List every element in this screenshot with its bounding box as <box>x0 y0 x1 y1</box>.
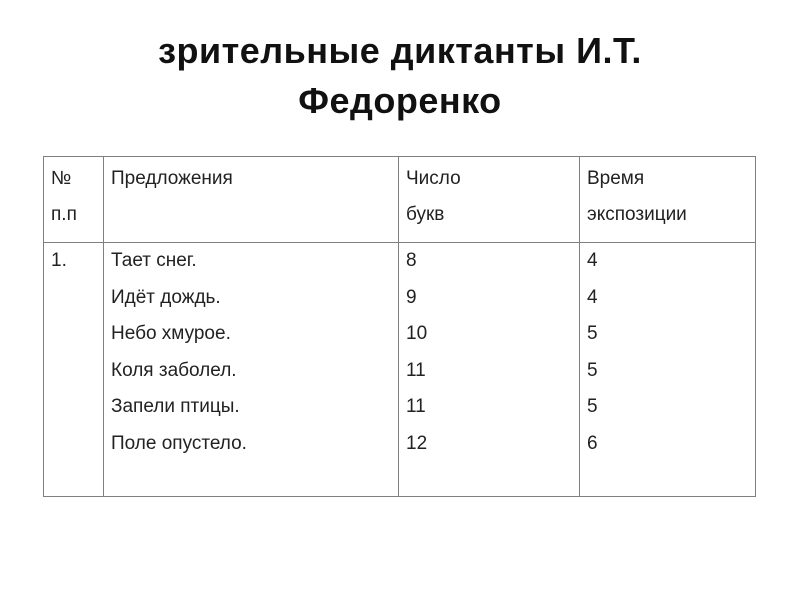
sentence: Тает снег. <box>111 250 197 271</box>
exposure-time: 5 <box>587 396 598 417</box>
exposure-time: 5 <box>587 359 598 381</box>
exposure-time: 4 <box>587 286 598 308</box>
sentence: Небо хмурое. <box>111 323 231 344</box>
header-cell-number <box>44 157 104 243</box>
exposure-time: 6 <box>587 432 598 454</box>
header-cell-letter-count <box>399 157 580 243</box>
header-text: № <box>51 168 72 189</box>
letter-count: 11 <box>406 396 426 417</box>
letter-count: 11 <box>406 359 426 381</box>
header-cell-exposure-time <box>580 157 756 243</box>
header-text: букв <box>406 204 445 225</box>
sentences-cell <box>104 243 399 497</box>
letter-count: 9 <box>406 286 417 308</box>
letter-count: 12 <box>406 432 428 454</box>
page-title <box>0 26 800 126</box>
page-title-line-2: Федоренко <box>298 80 502 121</box>
row-number: 1. <box>51 250 67 271</box>
header-text: экспозиции <box>587 204 687 225</box>
table-row <box>44 243 756 497</box>
exposure-time: 4 <box>587 250 598 271</box>
letter-count-cell <box>399 243 580 497</box>
header-text: п.п <box>51 204 77 225</box>
row-number-cell <box>44 243 104 497</box>
sentence: Запели птицы. <box>111 396 240 417</box>
sentence: Идёт дождь. <box>111 286 221 308</box>
exposure-time: 5 <box>587 323 598 344</box>
header-cell-sentences <box>104 157 399 243</box>
sentence: Поле опустело. <box>111 432 247 454</box>
letter-count: 8 <box>406 250 417 271</box>
dictation-table <box>43 156 756 497</box>
header-text: Число <box>406 168 461 189</box>
table-header-row <box>44 157 756 243</box>
header-text: Время <box>587 168 645 189</box>
exposure-time-cell <box>580 243 756 497</box>
sentence: Коля заболел. <box>111 359 237 381</box>
header-text: Предложения <box>111 168 233 189</box>
page-title-line-1: зрительные диктанты И.Т. <box>158 30 642 71</box>
letter-count: 10 <box>406 323 428 344</box>
